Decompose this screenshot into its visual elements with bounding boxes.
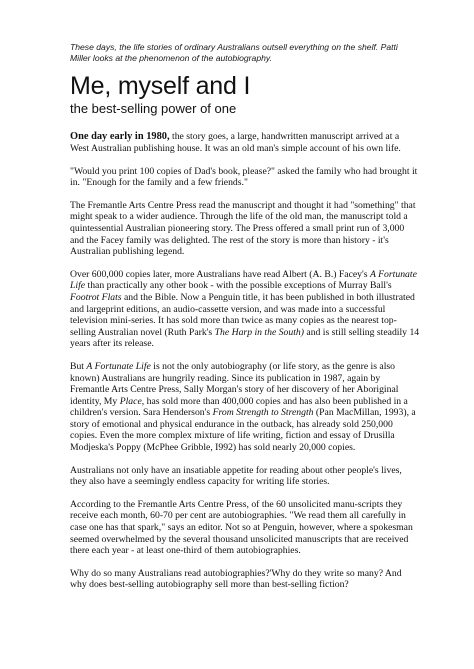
- paragraph-4: [70, 269, 420, 350]
- paragraph-2: "Would you print 100 copies of Dad's book, please?" asked the family who had brought it in. "Enough for the family and a few friends.": [70, 165, 418, 189]
- text-run: is not the only autobiography (or life story, as the genre is also known) Australians are hungrily reading. Since its publication in 1987, again by Fremantle Arts Centre Press, Sally Morgan's story of her discovery of her Aboriginal identity, My: [70, 360, 399, 407]
- book-title: A Fortunate Life: [70, 268, 417, 292]
- paragraph-5: [70, 361, 420, 454]
- book-title: A Fortunate Life: [86, 360, 151, 372]
- book-title: Place: [119, 395, 142, 407]
- text-run: , has sold more than 400,000 copies and has also been published in a children's version. Sara Henderson's: [70, 395, 408, 419]
- article: [70, 42, 420, 602]
- text-run: and the Bible. Now a Penguin title, it has been published in both illustrated and largeprint editions, an audio-cassette version, and was made into a successful television mini-series. It has sold more than twice as many copies as the nearest top-selling Australian novel (Ruth Park's: [70, 291, 415, 338]
- text-run: than practically any other book - with the possible exceptions of Murray Ball's: [85, 280, 392, 292]
- paragraph-3: The Fremantle Arts Centre Press read the manuscript and thought it had "something" that might speak to a wider audience. Through the life of the old man, the manuscript told a quintessential Australian pioneering story. The Press offered a small print run of 3,000 and the Facey family was delighted. The rest of the story is more than history - it's Australian publishing legend.: [70, 199, 416, 258]
- text-run: and is still selling steadily 14 years after its release.: [70, 326, 420, 350]
- book-title: Footrot Flats: [70, 291, 122, 303]
- text-run: But: [70, 360, 87, 372]
- lead-in: One day early in 1980,: [70, 131, 170, 143]
- paragraph-8: Why do so many Australians read autobiographies?'Why do they write so many? And why does best-selling autobiography sell more than best-selling fiction?: [70, 567, 402, 591]
- text-run: (Pan MacMillan, 1993), a story of emotional and physical endurance in the outback, has already sold 250,000 copies. Even the more complex mixture of life writing, fiction and essay of Drusilla Modjeska's Poppy (McPhee Gribble, I992) has sold nearly 20,000 copies.: [70, 407, 416, 454]
- book-title: From Strength to Strength: [212, 407, 314, 419]
- article-title: Me, myself and I: [70, 72, 251, 101]
- book-title: The Harp in the South): [214, 326, 304, 338]
- article-intro: These days, the life stories of ordinary Australians outsell everything on the shelf. Patti Miller looks at the phenomenon of the autobiography.: [70, 42, 398, 64]
- paragraph-1-text: the story goes, a large, handwritten manuscript arrived at a West Australian publishing house. It was an old man's simple account of his own life.: [70, 131, 401, 154]
- paragraph-6: Australians not only have an insatiable appetite for reading about other people's lives, they also have a seemingly endless capacity for writing life stories.: [70, 464, 402, 488]
- text-run: Over 600,000 copies later, more Australians have read Albert (A. B.) Facey's: [70, 268, 370, 280]
- paragraph-1: [70, 131, 420, 154]
- article-subtitle: the best-selling power of one: [70, 101, 237, 117]
- paragraph-7: According to the Fremantle Arts Centre Press, of the 60 unsolicited manu-scripts they receive each month, 60-70 per cent are autobiographies. "We read them all carefully in case one has that spark," says an editor. Not so at Penguin, however, where a spokesman seemed overwhelmed by the several thousand unsolicited manuscripts that are received there each year - at least one-third of them autobiographies.: [70, 498, 413, 557]
